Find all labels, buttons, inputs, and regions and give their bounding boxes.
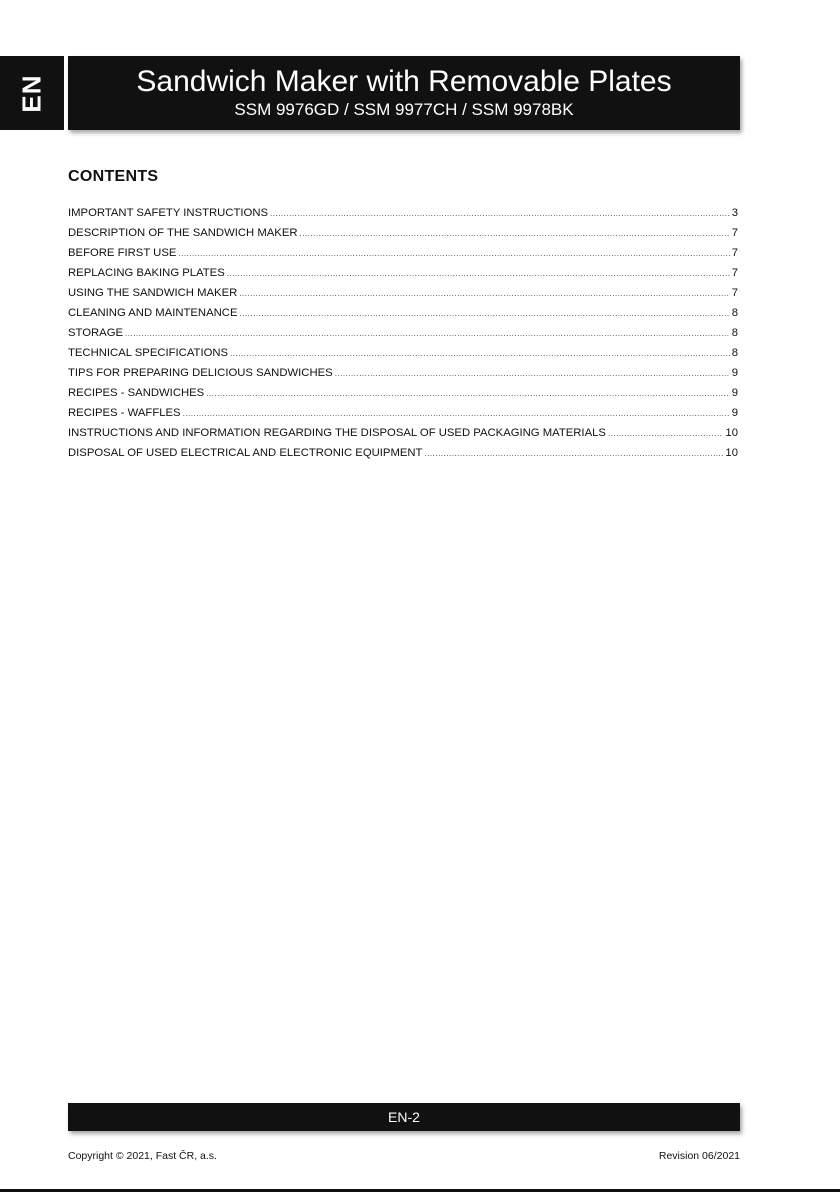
- toc-entry[interactable]: [68, 247, 738, 267]
- copyright-notice: Copyright © 2021, Fast ČR, a.s.: [68, 1150, 217, 1162]
- revision-label: Revision 06/2021: [658, 1150, 740, 1162]
- model-numbers: SSM 9976GD / SSM 9977CH / SSM 9978BK: [234, 100, 574, 119]
- toc-entry-label: RECIPES - WAFFLES: [68, 407, 181, 419]
- toc-entry-page: 7: [731, 227, 738, 239]
- toc-entry-label: IMPORTANT SAFETY INSTRUCTIONS: [68, 207, 269, 219]
- toc-leader-dots: [206, 387, 729, 399]
- toc-entry-page: 3: [731, 207, 738, 219]
- toc-leader-dots: [239, 287, 729, 299]
- toc-entry[interactable]: [68, 207, 738, 227]
- toc-entry-page: 8: [731, 307, 738, 319]
- toc-entry-label: TIPS FOR PREPARING DELICIOUS SANDWICHES: [68, 367, 333, 379]
- toc-entry-label: TECHNICAL SPECIFICATIONS: [68, 347, 229, 359]
- toc-entry[interactable]: [68, 327, 738, 347]
- toc-entry-label: DISPOSAL OF USED ELECTRICAL AND ELECTRONIC EQUIPMENT: [68, 447, 423, 459]
- page-number-bar: [68, 1103, 740, 1131]
- page-header: [68, 56, 740, 130]
- toc-entry-label: CLEANING AND MAINTENANCE: [68, 307, 238, 319]
- toc-entry-label: BEFORE FIRST USE: [68, 247, 177, 259]
- toc-leader-dots: [270, 207, 730, 219]
- toc-entry-label: REPLACING BAKING PLATES: [68, 267, 225, 279]
- toc-entry-page: 10: [725, 447, 738, 459]
- toc-entry-label: USING THE SANDWICH MAKER: [68, 287, 238, 299]
- toc-entry[interactable]: [68, 407, 738, 427]
- toc-leader-dots: [239, 307, 729, 319]
- toc-entry-label: RECIPES - SANDWICHES: [68, 387, 205, 399]
- toc-entry[interactable]: [68, 347, 738, 367]
- language-tab-label: EN: [16, 73, 47, 113]
- toc-leader-dots: [608, 427, 723, 439]
- toc-entry[interactable]: [68, 267, 738, 287]
- toc-entry[interactable]: [68, 427, 738, 447]
- toc-entry[interactable]: [68, 287, 738, 307]
- toc-entry-page: 8: [731, 327, 738, 339]
- toc-entry-page: 9: [731, 387, 738, 399]
- document-title: Sandwich Maker with Removable Plates: [136, 65, 672, 98]
- toc-entry-page: 7: [731, 287, 738, 299]
- toc-entry-page: 9: [731, 367, 738, 379]
- toc-entry-page: 7: [731, 267, 738, 279]
- toc-entry[interactable]: [68, 447, 738, 467]
- toc-entry-page: 10: [725, 427, 738, 439]
- page-number: EN-2: [388, 1109, 420, 1125]
- toc-leader-dots: [227, 267, 730, 279]
- language-tab: [0, 56, 64, 130]
- table-of-contents: [68, 207, 738, 467]
- toc-entry-label: DESCRIPTION OF THE SANDWICH MAKER: [68, 227, 298, 239]
- toc-leader-dots: [183, 407, 730, 419]
- toc-entry[interactable]: [68, 387, 738, 407]
- toc-entry[interactable]: [68, 307, 738, 327]
- toc-entry-label: INSTRUCTIONS AND INFORMATION REGARDING THE DISPOSAL OF USED PACKAGING MATERIALS: [68, 427, 606, 439]
- toc-entry-page: 7: [731, 247, 738, 259]
- toc-leader-dots: [335, 367, 730, 379]
- toc-entry[interactable]: [68, 227, 738, 247]
- toc-entry-page: 8: [731, 347, 738, 359]
- toc-leader-dots: [178, 247, 729, 259]
- toc-entry[interactable]: [68, 367, 738, 387]
- toc-leader-dots: [300, 227, 730, 239]
- toc-entry-label: STORAGE: [68, 327, 124, 339]
- contents-heading: CONTENTS: [68, 168, 159, 185]
- toc-leader-dots: [230, 347, 730, 359]
- toc-leader-dots: [424, 447, 723, 459]
- toc-entry-page: 9: [731, 407, 738, 419]
- toc-leader-dots: [125, 327, 730, 339]
